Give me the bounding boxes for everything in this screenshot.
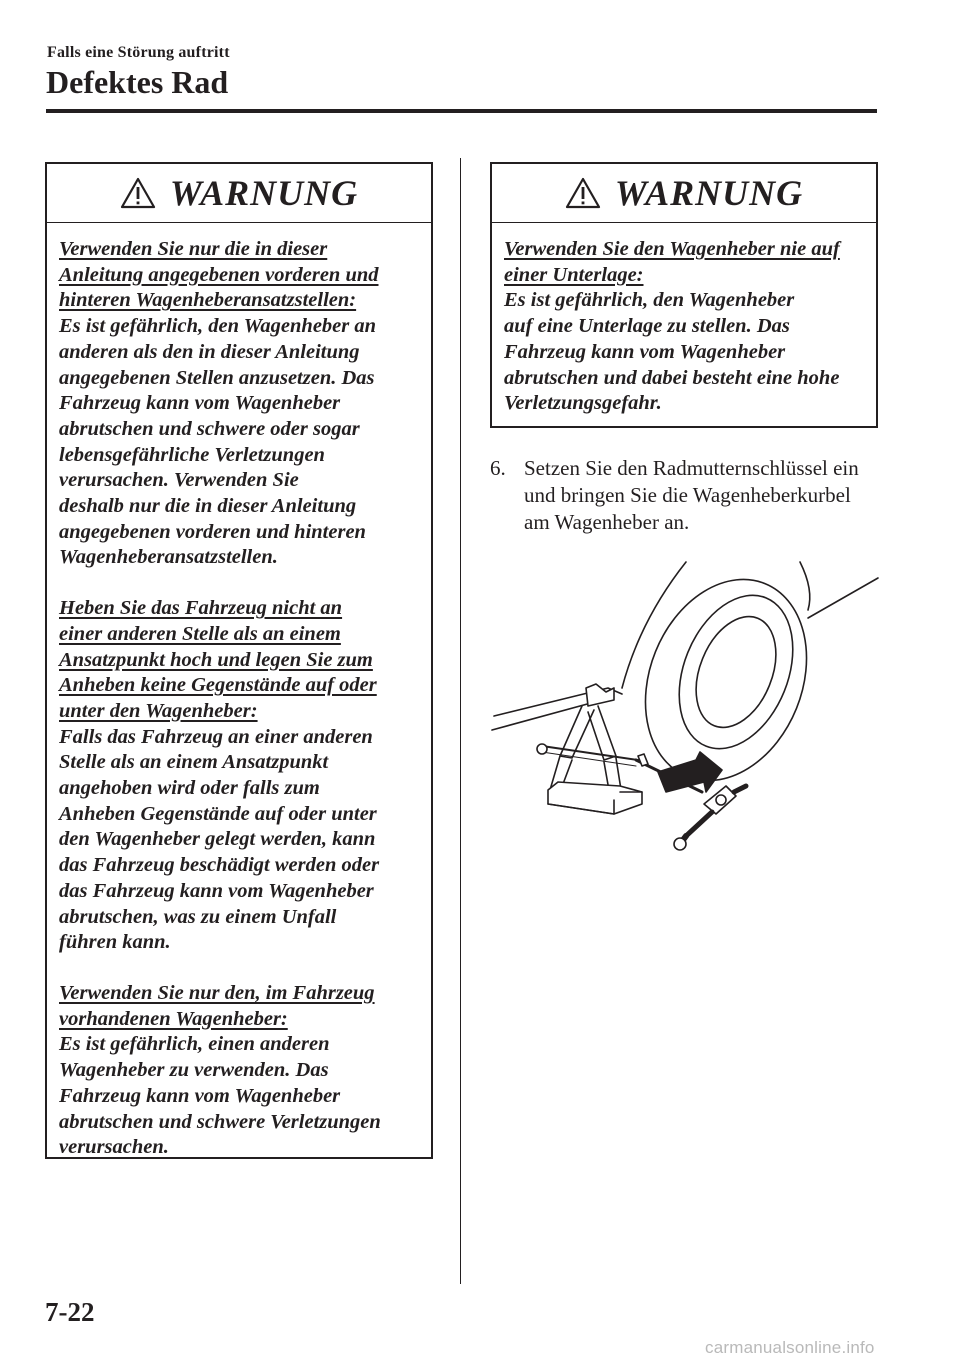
page-number: 7-22 (45, 1297, 95, 1327)
column-divider (460, 158, 461, 1284)
step-number: 6. (490, 456, 506, 480)
warning-heading: Verwenden Sie den Wagenheber nie auf einer Unterlage: (504, 238, 840, 286)
header-rule (46, 109, 877, 113)
warning-triangle-icon (565, 177, 601, 209)
step-text: Setzen Sie den Radmutternschlüssel ein und bringen Sie die Wagenheberkurbel am Wagenheber an. (524, 456, 859, 534)
warning-heading: Verwenden Sie nur die in dieser Anleitung angegebenen vorderen und hinteren Wagenheberansatzstellen: (59, 238, 379, 312)
warning-text: Es ist gefährlich, einen anderen Wagenheber zu verwenden. Das Fahrzeug kann vom Wagenheber abrutschen und schwere Verletzungen verursachen. (59, 1033, 381, 1159)
chapter-title: Defektes Rad (46, 64, 229, 100)
warning-text: Es ist gefährlich, den Wagenheber an anderen als den in dieser Anleitung angegebenen Stellen anzusetzen. Das Fahrzeug kann vom Wagenheber abrutschen und schwere oder sogar lebensgefährliche Verletzungen verursachen. Verwenden Sie deshalb nur die in dieser Anleitung angegebenen vorderen und hinteren Wagenheberansatzstellen. (59, 315, 377, 569)
warning-title: WARNUNG (169, 173, 359, 213)
warning-heading: Heben Sie das Fahrzeug nicht an einer anderen Stelle als an einem Ansatzpunkt hoch und legen Sie zum Anheben keine Gegenstände auf oder unter den Wagenheber: (59, 597, 377, 722)
warning-header (492, 164, 876, 223)
instruction-step (490, 455, 890, 536)
warning-text: Es ist gefährlich, den Wagenheber auf eine Unterlage zu stellen. Das Fahrzeug kann vom Wagenheber abrutschen und dabei besteht eine hohe Verletzungsgefahr. (504, 289, 840, 415)
watermark: carmanualsonline.info (705, 1338, 875, 1357)
jack-crank-illustration (490, 560, 880, 860)
warning-header (47, 164, 431, 223)
warning-box-right (490, 162, 878, 428)
warning-body (492, 223, 876, 417)
warning-heading: Verwenden Sie nur den, im Fahrzeug vorhandenen Wagenheber: (59, 981, 375, 1030)
warning-title: WARNUNG (614, 173, 804, 213)
warning-text: Falls das Fahrzeug an einer anderen Stelle als an einem Ansatzpunkt angehoben wird oder falls zum Anheben Gegenstände auf oder unter den Wagenheber gelegt werden, kann das Fahrzeug beschädigt werden oder das Fahrzeug kann vom Wagenheber abrutschen, was zu einem Unfall führen kann. (59, 725, 380, 954)
section-label: Falls eine Störung auftritt (47, 44, 230, 61)
warning-body (47, 223, 431, 1161)
warning-triangle-icon (120, 177, 156, 209)
warning-box-left (45, 162, 433, 1159)
